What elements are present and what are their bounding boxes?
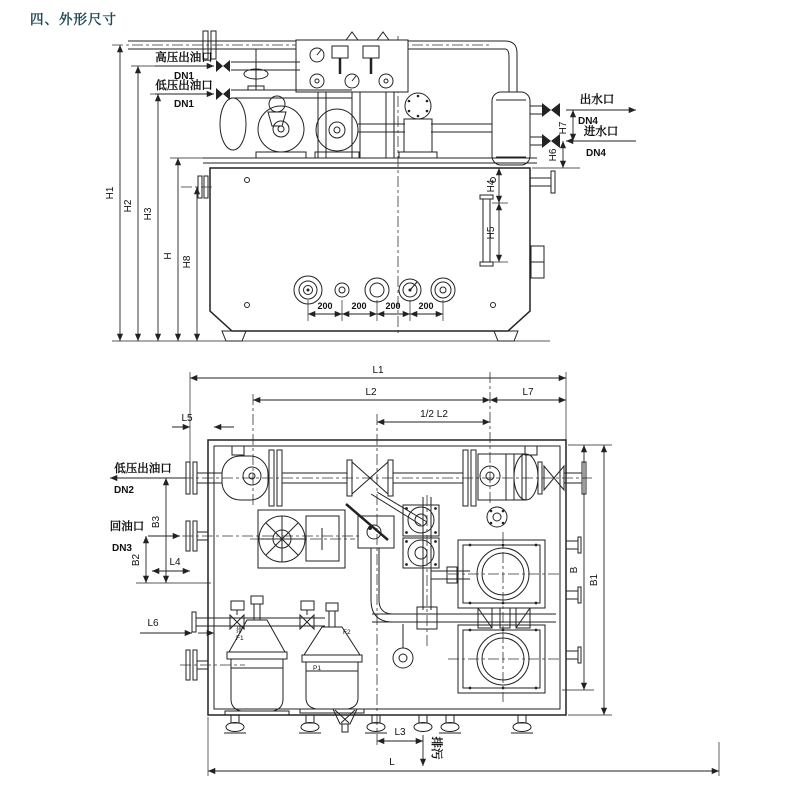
filter-feed-pipe xyxy=(192,601,325,632)
lp-oil-outlet-port-plan xyxy=(110,461,186,496)
dim-l3: L3 xyxy=(394,727,406,738)
dim-l6: L6 xyxy=(147,618,159,629)
spacing-dim-2: 200 xyxy=(351,301,367,311)
tank-fittings-row xyxy=(294,276,455,321)
tag-f1-prefix: 排 xyxy=(236,627,243,634)
dim-l4: L4 xyxy=(169,557,181,568)
control-panel xyxy=(296,40,408,158)
water-outlet-label: 出水口 xyxy=(579,94,615,106)
dim-h7: H7 xyxy=(558,121,569,135)
vibration-mounts xyxy=(224,709,533,733)
tag-f2: F2 xyxy=(343,629,351,636)
tag-p1: P1 xyxy=(313,665,321,672)
water-outlet-dn: DN4 xyxy=(577,116,599,127)
filter-f1 xyxy=(225,596,289,715)
centrifugal-pump xyxy=(358,93,492,158)
lp-oil-outlet-label-plan: 低压出油口 xyxy=(114,463,172,475)
drain-label: 排污 xyxy=(430,736,442,760)
page-title: 四、外形尺寸 xyxy=(30,12,117,27)
base-frame xyxy=(208,440,566,715)
plan-bottom-dimensions xyxy=(208,717,719,776)
dim-h3: H3 xyxy=(143,207,154,221)
water-inlet-label: 进水口 xyxy=(583,126,619,138)
tag-f1: F1 xyxy=(236,635,244,642)
interior-piping xyxy=(371,492,560,702)
motor-pump-unit-1 xyxy=(220,98,306,158)
lp-oil-outlet-dn-plan: DN2 xyxy=(113,485,135,496)
hp-oil-outlet-label: 高压出油口 xyxy=(155,52,213,64)
dim-h2: H2 xyxy=(123,199,134,213)
dim-l5: L5 xyxy=(181,413,193,424)
water-outlet-port xyxy=(566,92,636,127)
dim-h8: H8 xyxy=(182,255,193,269)
dim-l7: L7 xyxy=(522,387,534,398)
spacing-dim-1: 200 xyxy=(317,301,333,311)
plan-view xyxy=(110,365,719,776)
dim-b1: B1 xyxy=(589,573,600,587)
lever-valve xyxy=(346,504,394,548)
hp-oil-outlet-dn: DN1 xyxy=(173,71,195,82)
dim-b3: B3 xyxy=(151,515,162,529)
dim-h: H xyxy=(163,252,174,260)
dim-half-l2: 1/2 L2 xyxy=(420,409,448,420)
dim-h1: H1 xyxy=(105,186,116,200)
front-view xyxy=(105,31,636,341)
oil-return-label: 回油口 xyxy=(109,521,145,533)
sight-glass xyxy=(487,507,507,527)
dim-l1: L1 xyxy=(372,365,384,376)
dim-h5: H5 xyxy=(486,226,497,240)
dim-b2: B2 xyxy=(131,553,142,567)
oil-return-dn: DN3 xyxy=(111,543,133,554)
drain-port xyxy=(419,715,427,723)
dim-l2: L2 xyxy=(365,387,377,398)
dim-b: B xyxy=(569,566,580,574)
plan-right-dimensions xyxy=(562,445,612,715)
lp-oil-outlet-dn-front: DN1 xyxy=(173,99,195,110)
spacing-dim-4: 200 xyxy=(418,301,434,311)
dim-h6: H6 xyxy=(548,148,559,162)
plan-motor xyxy=(250,510,355,568)
water-inlet-port xyxy=(566,124,636,159)
heat-exchanger-right xyxy=(478,454,526,500)
lp-oil-outlet-label-front: 低压出油口 xyxy=(155,80,213,92)
right-port-stubs xyxy=(566,537,581,663)
twin-pumps xyxy=(403,505,439,568)
dim-h4: H4 xyxy=(486,179,497,193)
hp-oil-outlet-port xyxy=(155,50,300,82)
dim-l: L xyxy=(389,757,395,768)
spacing-dim-3: 200 xyxy=(385,301,401,311)
water-inlet-dn: DN4 xyxy=(585,148,607,159)
